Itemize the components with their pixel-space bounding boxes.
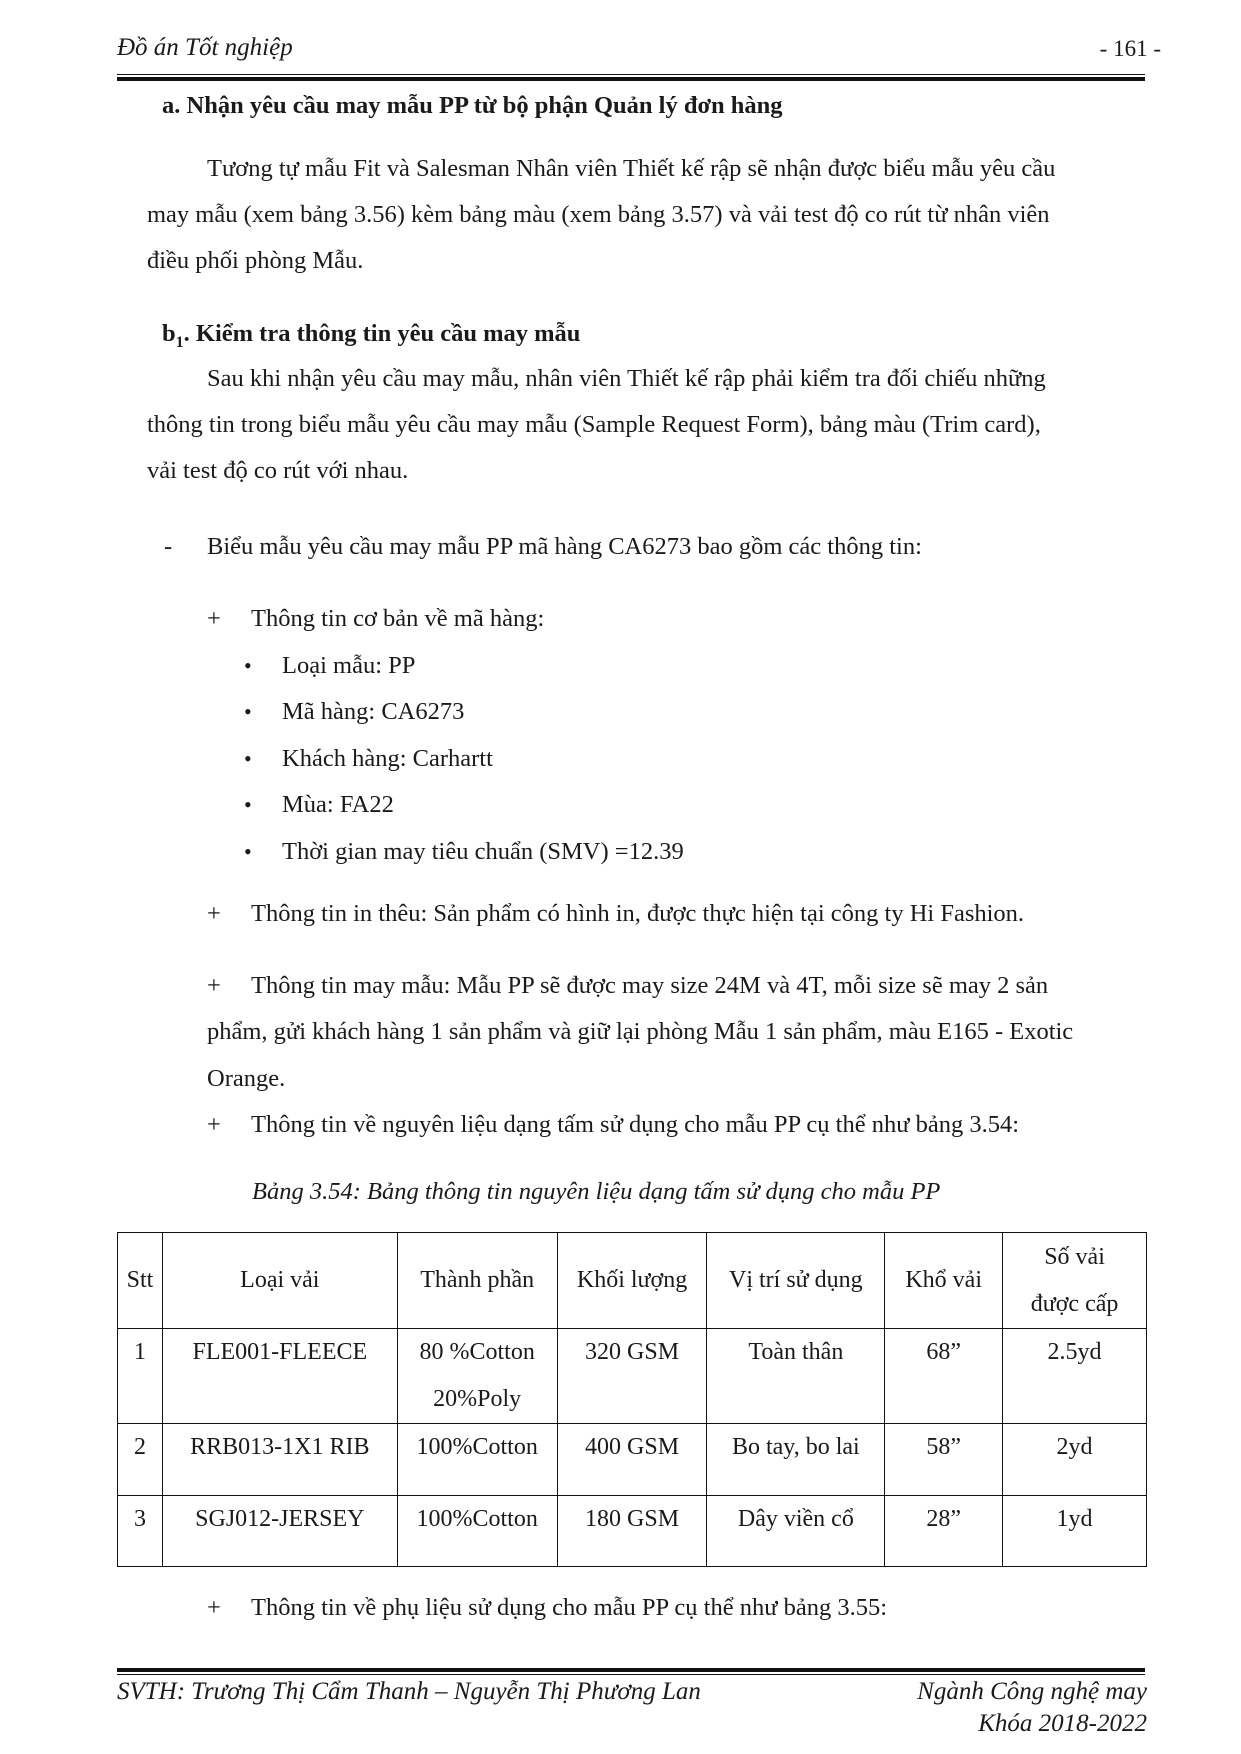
section-a-heading: a. Nhận yêu cầu may mẫu PP từ bộ phận Quản lý đơn hàng: [162, 92, 783, 119]
page-number: - 161 -: [1099, 36, 1161, 61]
plus-materials-text: Thông tin về nguyên liệu dạng tấm sử dụng cho mẫu PP cụ thể như bảng 3.54:: [251, 1111, 1020, 1138]
footer-major: Ngành Công nghệ may: [917, 1678, 1147, 1705]
cell-weight: 400 GSM: [557, 1424, 707, 1496]
header-quantity-line-2: được cấp: [1030, 1290, 1119, 1317]
header-quantity-line-1: Số vải: [1044, 1243, 1105, 1270]
bullet-marker: •: [244, 839, 252, 864]
plus-sewing-line-3: Orange.: [207, 1065, 286, 1092]
header-title: Đồ án Tốt nghiệp: [117, 34, 293, 61]
dash-marker: -: [164, 533, 173, 560]
table-header-row: [118, 1233, 1147, 1329]
header-stt: Stt: [118, 1233, 163, 1329]
cell-stt: 1: [118, 1329, 163, 1424]
table-row: [118, 1424, 1147, 1496]
header-position: Vị trí sử dụng: [707, 1233, 885, 1329]
header-fabric: Loại vải: [162, 1233, 397, 1329]
section-b1-prefix: b: [162, 320, 176, 347]
header-weight: Khối lượng: [557, 1233, 707, 1329]
footer-course: Khóa 2018-2022: [978, 1710, 1147, 1737]
bullet-item: Loại mẫu: PP: [282, 652, 416, 679]
table-row: [118, 1496, 1147, 1567]
cell-fabric: SGJ012-JERSEY: [162, 1496, 397, 1567]
cell-composition-line-1: 80 %Cotton: [419, 1339, 535, 1365]
cell-width: 58”: [885, 1424, 1003, 1496]
header-width: Khổ vải: [885, 1233, 1003, 1329]
bullet-item: Mã hàng: CA6273: [282, 698, 465, 725]
bullet-item: Mùa: FA22: [282, 791, 394, 818]
section-b1-line-3: vải test độ co rút với nhau.: [147, 457, 409, 484]
bullet-marker: •: [244, 699, 252, 724]
cell-quantity: 2yd: [1003, 1424, 1147, 1496]
header-rule-thin: [117, 74, 1145, 75]
cell-weight: 320 GSM: [557, 1329, 707, 1424]
cell-composition: 100%Cotton: [397, 1496, 557, 1567]
cell-width: 68”: [885, 1329, 1003, 1424]
cell-stt: 3: [118, 1496, 163, 1567]
section-b1-heading-text: . Kiểm tra thông tin yêu cầu may mẫu: [183, 320, 581, 347]
section-a-line-2: may mẫu (xem bảng 3.56) kèm bảng màu (xem bảng 3.57) và vải test độ co rút từ nhân viên: [147, 201, 1050, 228]
header-composition: Thành phần: [397, 1233, 557, 1329]
cell-width: 28”: [885, 1496, 1003, 1567]
section-b1-subscript: 1: [175, 333, 184, 351]
bullet-marker: •: [244, 792, 252, 817]
plus-accessories-text: Thông tin về phụ liệu sử dụng cho mẫu PP cụ thể như bảng 3.55:: [251, 1594, 888, 1621]
cell-position: Dây viền cổ: [707, 1496, 885, 1567]
plus-marker-print: +: [207, 900, 221, 927]
header-quantity: [1003, 1233, 1147, 1329]
cell-quantity: 2.5yd: [1003, 1329, 1147, 1424]
plus-sewing-line-2: phẩm, gửi khách hàng 1 sản phẩm và giữ lại phòng Mẫu 1 sản phẩm, màu E165 - Exotic: [207, 1018, 1074, 1045]
cell-position: Toàn thân: [707, 1329, 885, 1424]
footer-rule-thin: [117, 1674, 1145, 1675]
cell-stt: 2: [118, 1424, 163, 1496]
footer-authors: SVTH: Trương Thị Cẩm Thanh – Nguyễn Thị Phương Lan: [117, 1678, 701, 1705]
dash-item-text: Biểu mẫu yêu cầu may mẫu PP mã hàng CA6273 bao gồm các thông tin:: [207, 533, 922, 560]
table-caption: Bảng 3.54: Bảng thông tin nguyên liệu dạng tấm sử dụng cho mẫu PP: [252, 1178, 941, 1205]
bullet-marker: •: [244, 653, 252, 678]
cell-composition: [397, 1329, 557, 1424]
plus-marker-accessories: +: [207, 1594, 221, 1621]
cell-quantity: 1yd: [1003, 1496, 1147, 1567]
plus-sewing-line-1: Thông tin may mẫu: Mẫu PP sẽ được may size 24M và 4T, mỗi size sẽ may 2 sản: [251, 972, 1049, 999]
plus-marker-basic: +: [207, 605, 221, 632]
section-b1-line-2: thông tin trong biểu mẫu yêu cầu may mẫu (Sample Request Form), bảng màu (Trim card),: [147, 411, 1041, 438]
cell-fabric: RRB013-1X1 RIB: [162, 1424, 397, 1496]
bullet-item: Thời gian may tiêu chuẩn (SMV) =12.39: [282, 838, 684, 865]
plus-print-text: Thông tin in thêu: Sản phẩm có hình in, được thực hiện tại công ty Hi Fashion.: [251, 900, 1025, 927]
footer-rule-thick: [117, 1668, 1145, 1672]
cell-composition-line-2: 20%Poly: [433, 1386, 522, 1412]
section-b1-line-1: Sau khi nhận yêu cầu may mẫu, nhân viên Thiết kế rập phải kiểm tra đối chiếu những: [207, 365, 1046, 392]
cell-weight: 180 GSM: [557, 1496, 707, 1567]
cell-position: Bo tay, bo lai: [707, 1424, 885, 1496]
material-table: [117, 1232, 1147, 1567]
plus-marker-materials: +: [207, 1111, 221, 1138]
bullet-item: Khách hàng: Carhartt: [282, 745, 493, 772]
section-a-line-3: điều phối phòng Mẫu.: [147, 247, 364, 274]
table-row: [118, 1329, 1147, 1424]
bullet-marker: •: [244, 746, 252, 771]
cell-composition: 100%Cotton: [397, 1424, 557, 1496]
plus-marker-sewing: +: [207, 972, 221, 999]
section-a-line-1: Tương tự mẫu Fit và Salesman Nhân viên Thiết kế rập sẽ nhận được biểu mẫu yêu cầu: [207, 155, 1056, 182]
header-rule-thick: [117, 77, 1145, 81]
plus-basic-text: Thông tin cơ bản về mã hàng:: [251, 605, 545, 632]
cell-fabric: FLE001-FLEECE: [162, 1329, 397, 1424]
